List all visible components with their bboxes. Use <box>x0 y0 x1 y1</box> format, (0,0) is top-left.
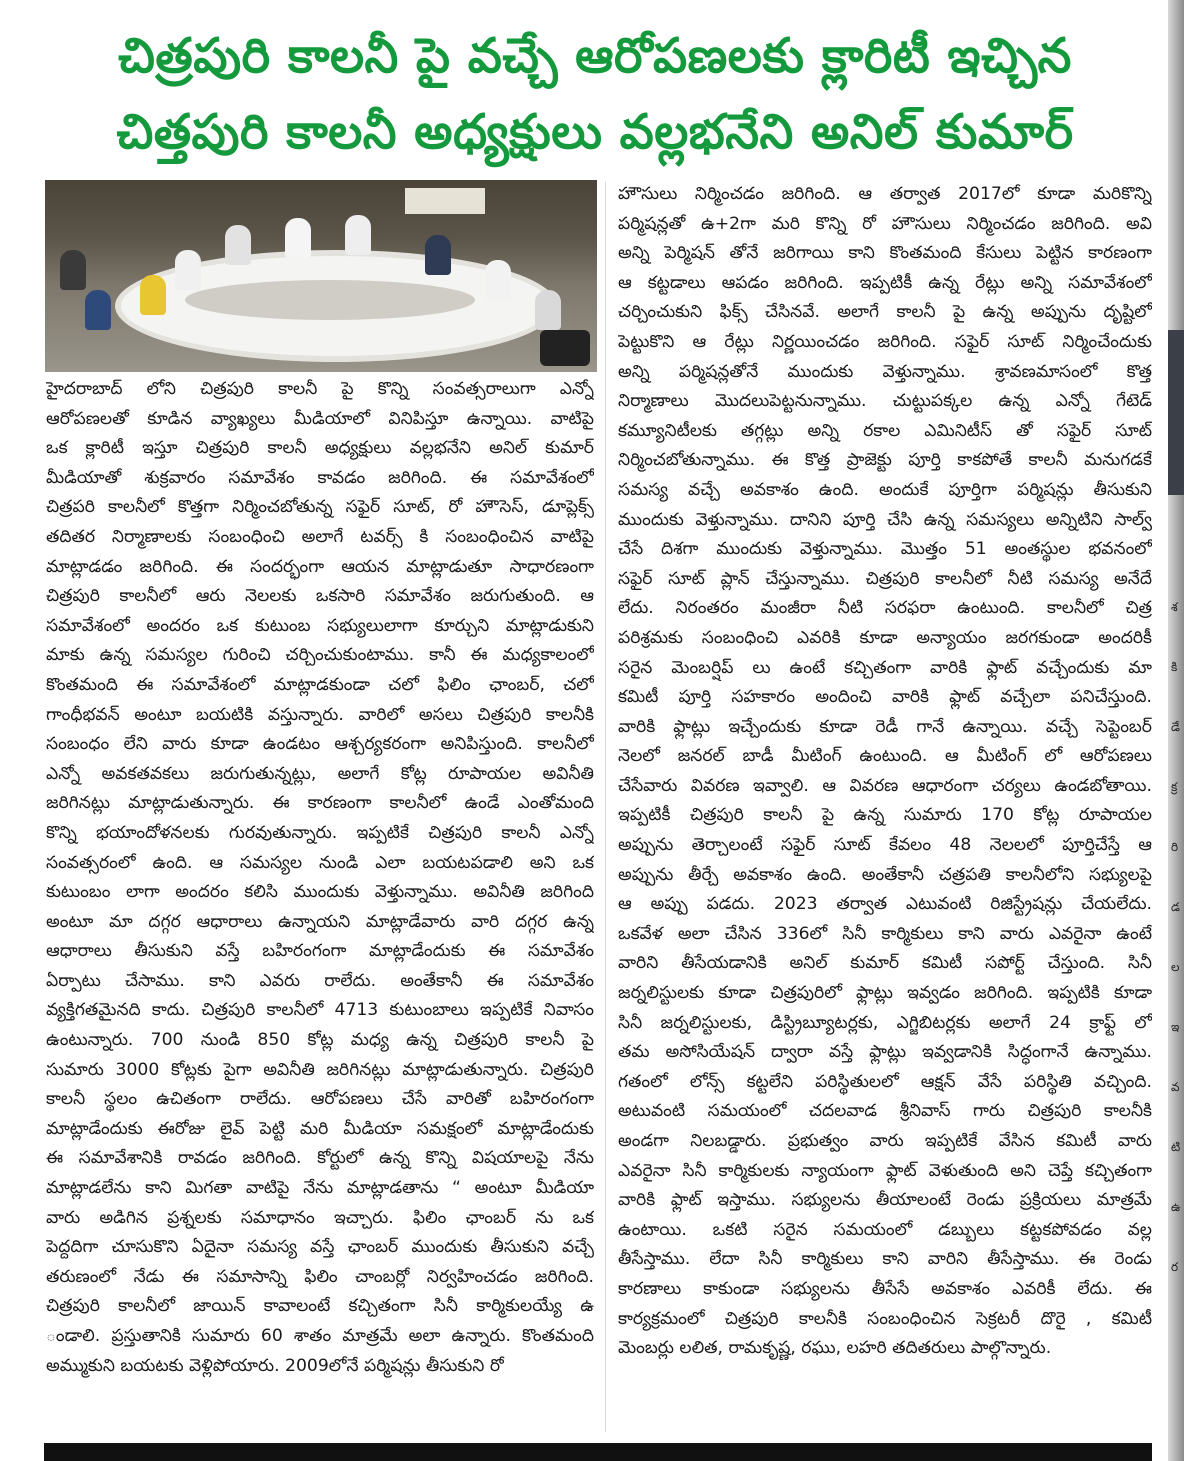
article-line: ఇప్పటికీ చిత్రపురి కాలనీ పై ఉన్న సుమారు 170 కోట్ల రూపాయల <box>618 805 1152 826</box>
article-line: అన్ని పర్మిషన్లతోనే ముందుకు వెళ్తున్నాము. శ్రావణమాసంలో కొత్త <box>618 361 1152 382</box>
edge-text-fragment: శ <box>1171 600 1178 614</box>
meeting-photo <box>45 180 597 372</box>
article-line: సరైన మెంబర్షిప్ లు ఉంటే కచ్చితంగా వారికి ఫ్లాట్ వచ్చేందుకు మా <box>618 657 1152 678</box>
article-line: కారణాలు కాకుండా సభ్యులను తీసేసే అవకాశం ఎవరికీ లేదు. ఈ <box>618 1278 1152 1299</box>
article-line: కాలనీ స్థలం ఉచితంగా రాలేదు. ఆరోపణలు చేసే వారితో బహిరంగంగా <box>46 1089 594 1110</box>
article-line: చిత్రపరి కాలనీలో కొత్తగా నిర్మించబోతున్న సఫైర్ సూట్, రో హౌసెస్, డూప్లెక్స్ <box>46 497 594 518</box>
article-left-column <box>46 375 594 1381</box>
article-line: అప్పును తెర్చాలంటే సఫైర్ సూట్ కేవలం 48 నెలలలో పూర్తిచేస్తే ఆ <box>618 835 1152 856</box>
photo-person <box>225 225 251 265</box>
article-line: ఎన్నో అవకతవకలు జరుగుతున్నట్లు, అలాగే కోట్ల రూపాయల అవినీతి <box>46 763 594 784</box>
photo-person <box>425 235 451 275</box>
article-line: చిత్రపురి కాలనీలో ఆరు నెలలకు ఒకసారి సమావేశం జరుగుతుంది. ఆ <box>46 586 594 607</box>
article-line: ఒకవేళ అలా చేసిన 336లో సినీ కార్మికులు కాని వారు ఎవరైనా ఉంటే <box>618 923 1152 944</box>
edge-text-fragment: వ <box>1171 1080 1180 1094</box>
article-line: మాకు ఉన్న సమస్యల గురించి చర్చించుకుంటాము. కానీ ఈ మధ్యకాలంలో <box>46 645 594 666</box>
photo-banner <box>405 188 485 214</box>
article-line: వారిని తీసేయడానికి అనిల్ కుమార్ కమిటీ సపోర్ట్ చేస్తుంది. సినీ <box>618 953 1152 974</box>
article-line: అమ్ముకుని బయటకు వెళ్లిపోయారు. 2009లోనే పర్మిషన్లు తీసుకుని రో <box>46 1355 504 1376</box>
edge-text-fragment: రి <box>1171 840 1179 854</box>
article-line: జరిగినట్లు మాట్లాడుతున్నారు. ఈ కారణంగా కాలనీలో ఉండే ఎంతోమంది <box>46 793 594 814</box>
article-line: తదితర నిర్మాణాలకు సంబంధించి అలాగే టవర్స్ కి సంబంధించిన వాటిపై <box>46 526 594 547</box>
article-line: వారికి ఫ్లాట్ ఇస్తాము. సభ్యులను తీయాలంటే రెండు ప్రక్రియలు మాత్రమే <box>618 1190 1152 1211</box>
article-line: హౌసులు నిర్మించడం జరిగింది. ఆ తర్వాత 2017లో కూడా మరికొన్ని <box>618 184 1152 204</box>
article-line: మాట్లాడడం జరిగింది. ఈ సందర్భంగా ఆయన మాట్లాడుతూ సాధారణంగా <box>46 556 594 577</box>
photo-person <box>175 250 201 290</box>
article-line: పెద్దదిగా చూసుకొని ఏదైనా సమస్య వస్తే ఛాంబర్ ముందుకు తీసుకుని వచ్చే <box>46 1237 594 1258</box>
article-line: చర్చించుకుని ఫిక్స్ చేసినవే. అలాగే కాలనీ పై ఉన్న అప్పును దృష్టిలో <box>618 302 1152 323</box>
article-line: మాట్లాడేందుకు ఈరోజు లైవ్ పెట్టి మరి మీడియా సమక్షంలో మాట్లాడేందుకు <box>46 1118 594 1139</box>
article-line: పరిశ్రమకు సంబంధించి ఎవరికి కూడా అన్యాయం జరగకుండా అందరికీ <box>618 627 1152 648</box>
article-line: సంవత్సరంలో ఉంది. ఆ సమస్యల నుండి ఎలా బయటపడాలి అని ఒక <box>46 852 594 873</box>
article-line: గాంధీభవన్ అంటూ బయటికి వస్తున్నారు. వారిలో అసలు చిత్రపురి కాలనీకి <box>46 704 594 725</box>
article-line: మాట్లాడలేను కాని మిగతా వాటిపై నేను మాట్లాడతాను “ అంటూ మీడియా <box>46 1178 594 1199</box>
article-line: ఈ సమావేశానికి రావడం జరిగింది. కోర్టులో ఉన్న కొన్ని విషయాలపై నేను <box>46 1148 594 1169</box>
article-line: ఒక క్లారిటీ ఇస్తూ చిత్రపురి కాలనీ అధ్యక్షులు వల్లభనేని అనిల్ కుమార్ <box>46 438 594 459</box>
article-line: హైదరాబాద్ లోని చిత్రపురి కాలనీ పై కొన్ని సంవత్సరాలుగా ఎన్నో <box>46 379 594 399</box>
article-line: లేదు. నిరంతరం మంజీరా నీటి సరఫరా ఉంటుంది. కాలనీలో చిత్ర <box>618 598 1152 619</box>
article-line: వ్యక్తిగతమైనది కాదు. చిత్రపురి కాలనీలో 4713 కుటుంబాలు ఇప్పటికే నివాసం <box>46 1000 594 1021</box>
article-line: ఆ కట్టడాలు ఆపడం జరిగింది. ఇప్పటికీ ఉన్న రేట్లు అన్ని సమావేశంలో <box>618 272 1152 293</box>
article-line: అండగా నిలబడ్డారు. ప్రభుత్వం వారు ఇప్పటికే వేసిన కమిటీ వారు <box>618 1131 1152 1151</box>
article-line: చేసేవారు వివరణ ఇవ్వాలి. ఆ వివరణ ఆధారంగా చర్యలు ఉండబోతాయి. <box>618 775 1152 796</box>
article-line: కొన్ని భయాందోళనలకు గురవుతున్నారు. ఇప్పటికే చిత్రపురి కాలనీ ఎన్నో <box>46 822 594 843</box>
article-line: మీడియాతో శుక్రవారం సమావేశం కావడం జరిగింది. ఈ సమావేశంలో <box>46 467 594 488</box>
article-line: ముందుకు వెళ్తున్నాము. దానిని పూర్తి చేసి ఉన్న సమస్యలు అన్నిటిని సాల్వ్ <box>618 509 1152 530</box>
headline <box>40 18 1150 170</box>
article-line: పెట్టుకొని ఆ రేట్లు నిర్ణయించడం జరిగింది. సఫైర్ సూట్ నిర్మించేందుకు <box>618 331 1152 352</box>
article-line: కమిటీ పూర్తి సహకారం అందించి వారికి ఫ్లాట్ వచ్చేలా పనిచేస్తుంది. <box>618 687 1152 708</box>
photo-person <box>60 250 86 290</box>
article-line: సమావేశంలో అందరం ఒక కుటుంబ సభ్యులులాగా కూర్చుని మాట్లాడుకుని <box>46 615 594 636</box>
article-line: జర్నలిస్టులకు కూడా చిత్రపురిలో ఫ్లాట్లు ఇవ్వడం జరిగింది. ఇప్పటికి కూడా <box>618 983 1152 1004</box>
article-line: కుటుంబం లాగా అందరం కలిసి ముందుకు వెళ్తున్నాము. అవినీతి జరిగింది <box>46 882 594 903</box>
article-line: ఉంటాయి. ఒకటి సరైన సమయంలో డబ్బులు కట్టకపోవడం వల్ల <box>618 1219 1152 1240</box>
article-line: సఫైర్ సూట్ ప్లాన్ చేస్తున్నాము. చిత్రపురి కాలనీలో నీటి సమస్య అనేదే <box>618 568 1152 589</box>
article-line: ఆరోపణలతో కూడిన వ్యాఖ్యలు మీడియాలో వినిపిస్తూ ఉన్నాయి. వాటిపై <box>46 408 594 429</box>
article-line: ఆ అప్పు పడదు. 2023 తర్వాత ఎటువంటి రిజిస్ట్రేషన్లు చేయలేదు. <box>618 894 1152 915</box>
article-line: పర్మిషన్లతో ఉ+2గా మరి కొన్ని రో హౌసులు నిర్మించడం జరిగింది. అవి <box>618 213 1152 234</box>
article-line: మెంబర్లు లలిత, రామకృష్ణ, రఘు, లహరి తదితరులు పాల్గొన్నారు. <box>618 1338 1052 1359</box>
article-line: వారికి ఫ్లాట్లు ఇచ్చేందుకు కూడా రెడీ గానే ఉన్నాయి. వచ్చే సెప్టెంబర్ <box>618 716 1152 737</box>
headline-line-2: చిత్తపురి కాలనీ అధ్యక్షులు వల్లభనేని అనిల్ కుమార్ <box>116 104 1074 160</box>
article-line: వారు అడిగిన ప్రశ్నలకు సమాధానం ఇచ్చారు. ఫిలిం ఛాంబర్ ను ఒక <box>46 1207 594 1228</box>
bottom-image-strip <box>44 1443 1152 1461</box>
photo-person <box>345 215 371 255</box>
photo-table-center <box>185 280 475 320</box>
edge-text-fragment: ఉ <box>1171 1200 1181 1214</box>
article-line: కార్యక్రమంలో చిత్రపురి కాలనీకి సంబంధించిన సెక్రటరీ దొరై , కమిటీ <box>618 1308 1152 1329</box>
article-line: కమ్యూనిటీలకు తగ్గట్లు అన్ని రకాల ఎమినిటీస్ తో సఫైర్ సూట్ <box>618 420 1152 441</box>
article-line: ఉంటున్నారు. 700 నుండి 850 కోట్ల మధ్య ఉన్న చిత్రపురి కాలనీ పై <box>46 1030 594 1051</box>
article-line: నిర్మించబోతున్నాము. ఈ కొత్త ప్రాజెక్టు పూర్తి కాకపోతే కాలనీ మనుగడకే <box>618 450 1152 471</box>
article-line: సమస్య వచ్చే అవకాశం ఉంది. అందుకే పూర్తిగా పర్మిషన్లు తీసుకుని <box>618 479 1152 500</box>
photo-person <box>535 290 561 330</box>
photo-person <box>85 290 111 330</box>
headline-line-1: చిత్రపురి కాలనీ పై వచ్చే ఆరోపణలకు క్లారిటీ ఇచ్చిన <box>118 28 1072 84</box>
adjacent-page-edge <box>1168 0 1184 1461</box>
adjacent-page-image <box>1168 330 1184 495</box>
article-line: గతంలో లోన్స్ కట్టలేని పరిస్థితులలో ఆక్షన్ వేసే పరిస్థితి వచ్చింది. <box>618 1071 1152 1092</box>
article-line: తమ అసోసియేషన్ ద్వారా వస్తే ఫ్లాట్లు ఇవ్వడానికి సిద్ధంగానే ఉన్నాము. <box>618 1042 1152 1063</box>
article-line: తీసేస్తాము. లేదా సినీ కార్మికులు కాని వారిని తీసేస్తాము. ఈ రెండు <box>618 1249 1152 1270</box>
article-line: సుమారు 3000 కోట్లకు పైగా అవినీతి జరిగినట్లు మాట్లాడుతున్నారు. చిత్రపురి <box>46 1059 594 1080</box>
article-line: ఆధారాలు తీసుకుని వస్తే బహిరంగంగా మాట్లాడేందుకు ఈ సమావేశం <box>46 941 594 962</box>
article-line: అన్ని పెర్మిషన్ తోనే జరిగాయి కాని కొంతమంది కేసులు పెట్టిన కారణంగా <box>618 243 1152 264</box>
article-line: ఏర్పాటు చేసాము. కాని ఎవరు రాలేదు. అంతేకానీ ఈ సమావేశం <box>46 970 594 991</box>
article-line: అప్పును తీర్చే అవకాశం ఉంది. అంతేకానీ చత్రపతి కాలనీలోని సభ్యులపై <box>618 864 1152 885</box>
photo-person <box>285 218 311 258</box>
article-line: నిర్మాణాలు మొదలుపెట్టనున్నాము. చుట్టుపక్కల ఉన్న ఎన్నో గేటెడ్ <box>618 391 1152 412</box>
article-right-column <box>618 180 1152 1364</box>
edge-text-fragment: డ <box>1171 900 1180 914</box>
article-line: కొంతమంది ఈ సమావేశంలో మాట్లాడకుండా చలో ఫిలిం ఛాంబర్, చలో <box>46 674 594 695</box>
photo-person <box>485 260 511 300</box>
article-line: తరుణంలో నేడు ఈ సమాసాన్ని ఫిలిం చాంబర్లో నిర్వహించడం జరిగింది. <box>46 1266 594 1287</box>
edge-text-fragment: క్ర <box>1171 780 1178 794</box>
edge-text-fragment: కి <box>1171 660 1178 674</box>
camera-icon <box>540 330 590 366</box>
edge-text-fragment: టి <box>1171 1140 1181 1154</box>
article-line: చిత్రపురి కాలనీలో జాయిన్ కావాలంటే కచ్చితంగా సినీ కార్మికులయ్యే ఉ <box>46 1296 594 1317</box>
edge-text-fragment: డే <box>1171 720 1180 734</box>
article-line: సంబంధం లేని వారు కూడా ఉండటం ఆశ్చర్యకరంగా అనిపిస్తుంది. కాలనీలో <box>46 734 594 755</box>
article-line: సినీ జర్నలిస్టులకు, డిస్ట్రిబ్యూటర్లకు, ఎగ్జిబిటర్లకు అలాగే 24 క్రాఫ్ట్ లో <box>618 1012 1152 1033</box>
edge-text-fragment: ర <box>1171 1260 1179 1274</box>
article-line: అంటూ మా దగ్గర ఆధారాలు ఉన్నాయని మాట్లాడేవారు వారి దగ్గర ఉన్న <box>46 911 594 932</box>
edge-text-fragment: ఇ <box>1171 1020 1180 1034</box>
column-divider <box>605 182 606 1432</box>
article-line: ండాలి. ప్రస్తుతానికి సుమారు 60 శాతం మాత్రమే అలా ఉన్నారు. కొంతమంది <box>46 1326 594 1346</box>
article-line: అటువంటి సమయంలో చదలవాడ శ్రీనివాస్ గారు చిత్రపురి కాలనీకి <box>618 1101 1152 1122</box>
article-line: ఎవరైనా సినీ కార్మికులకు న్యాయంగా ఫ్లాట్ వెళుతుంది అని చెప్తే కచ్చితంగా <box>618 1160 1152 1181</box>
article-line: నెలలో జనరల్ బాడీ మీటింగ్ ఉంటుంది. ఆ మీటింగ్ లో ఆరోపణలు <box>618 746 1152 767</box>
edge-text-fragment: ల <box>1171 960 1180 974</box>
article-line: చేసే దిశగా ముందుకు వెళ్తున్నాము. మొత్తం 51 అంతస్థుల భవనంలో <box>618 539 1152 560</box>
photo-person <box>140 275 166 315</box>
